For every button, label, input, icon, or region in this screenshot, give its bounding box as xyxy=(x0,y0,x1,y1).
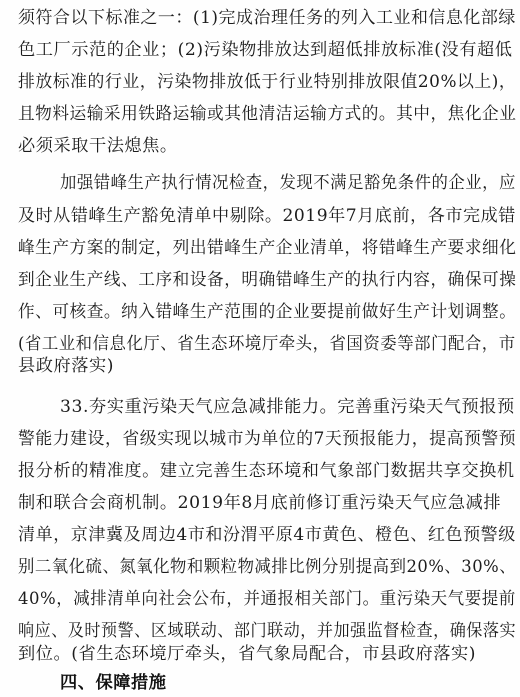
text-line: 警能力建设，省级实现以城市为单位的7天预报能力，提高预警预 xyxy=(18,429,517,449)
text-line: 到位。(省生态环境厅牵头，省气象局配合，市县政府落实) xyxy=(18,644,476,664)
text-line: 40%，减排清单向社会公布，并通报相关部门。重污染天气要提前 xyxy=(18,589,516,609)
text-line: (省工业和信息化厅、省生态环境厅牵头，省国资委等部门配合，市 xyxy=(18,334,516,354)
text-line: 必须采取干法熄焦。 xyxy=(18,136,178,156)
text-line: 且物料运输采用铁路运输或其他清洁运输方式的。其中，焦化企业 xyxy=(18,104,517,124)
text-line: 别二氧化硫、氮氧化物和颗粒物减排比例分别提高到20%、30%、 xyxy=(18,557,517,577)
text-line: 县政府落实) xyxy=(18,356,114,376)
text-line: 须符合以下标准之一：(1)完成治理任务的列入工业和信息化部绿 xyxy=(18,8,516,28)
text-line: 峰生产方案的制定，列出错峰生产企业清单，将错峰生产要求细化 xyxy=(18,238,517,258)
text-line: 33.夯实重污染天气应急减排能力。完善重污染天气预报预 xyxy=(60,397,515,417)
text-line: 排放标准的行业，污染物排放低于行业特别排放限值20%以上)， xyxy=(18,72,517,92)
text-line: 清单，京津冀及周边4市和汾渭平原4市黄色、橙色、红色预警级 xyxy=(18,525,516,545)
text-line: 响应、及时预警、区域联动、部门联动，并加强监督检查，确保落实 xyxy=(18,621,517,641)
text-line: 色工厂示范的企业；(2)污染物排放达到超低排放标准(没有超低 xyxy=(18,40,513,60)
text-line: 加强错峰生产执行情况检查，发现不满足豁免条件的企业，应 xyxy=(60,173,516,193)
text-line: 报分析的精准度。建立完善生态环境和气象部门数据共享交换机 xyxy=(18,461,515,481)
section-heading: 四、保障措施 xyxy=(60,673,167,693)
text-line: 制和联合会商机制。2019年8月底前修订重污染天气应急减排 xyxy=(18,493,502,513)
text-line: 及时从错峰生产豁免清单中剔除。2019年7月底前，各市完成错 xyxy=(18,206,516,226)
text-line: 作、可核查。纳入错峰生产范围的企业要提前做好生产计划调整。 xyxy=(18,302,517,322)
text-line: 到企业生产线、工序和设备，明确错峰生产的执行内容，确保可操 xyxy=(18,270,517,290)
